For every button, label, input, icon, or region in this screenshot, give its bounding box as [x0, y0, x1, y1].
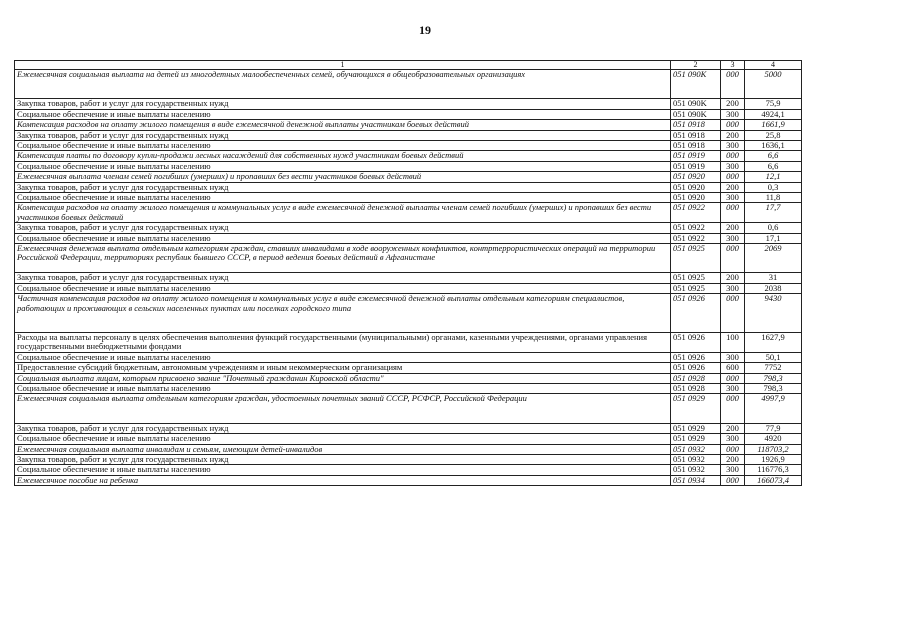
row-type-cell: 000	[721, 151, 745, 161]
row-sum-cell: 5000	[745, 70, 802, 99]
row-name-cell: Социальное обеспечение и иные выплаты населению	[15, 283, 671, 293]
table-row	[15, 233, 802, 243]
row-code-cell: 051 0929	[671, 394, 721, 423]
row-code-cell: 051 0926	[671, 352, 721, 362]
row-sum-cell: 9430	[745, 294, 802, 333]
table-row	[15, 283, 802, 293]
table-row	[15, 182, 802, 192]
row-code-cell: 051 0929	[671, 423, 721, 433]
row-sum-cell: 166073,4	[745, 475, 802, 485]
row-name-cell: Ежемесячная социальная выплата на детей из многодетных малообеспеченных семей, обучающихся в общеобразовательных организациях	[15, 70, 671, 99]
row-code-cell: 051 0934	[671, 475, 721, 485]
table-row	[15, 192, 802, 202]
row-name-cell: Ежемесячное пособие на ребенка	[15, 475, 671, 485]
row-type-cell: 000	[721, 373, 745, 383]
row-sum-cell: 17,1	[745, 233, 802, 243]
table-row	[15, 172, 802, 182]
table-row	[15, 140, 802, 150]
table-row	[15, 244, 802, 273]
row-type-cell: 600	[721, 363, 745, 373]
row-name-cell: Закупка товаров, работ и услуг для государственных нужд	[15, 423, 671, 433]
row-name-cell: Социальное обеспечение и иные выплаты населению	[15, 140, 671, 150]
row-type-cell: 200	[721, 182, 745, 192]
table-row	[15, 455, 802, 465]
row-type-cell: 300	[721, 352, 745, 362]
row-code-cell: 051 090K	[671, 109, 721, 119]
row-name-cell: Предоставление субсидий бюджетным, автономным учреждениям и иным некоммерческим организациям	[15, 363, 671, 373]
row-type-cell: 000	[721, 172, 745, 182]
row-code-cell: 051 0919	[671, 151, 721, 161]
row-name-cell: Социальное обеспечение и иные выплаты населению	[15, 465, 671, 475]
row-name-cell: Закупка товаров, работ и услуг для государственных нужд	[15, 455, 671, 465]
table-row	[15, 161, 802, 171]
row-name-cell: Социальное обеспечение и иные выплаты населению	[15, 352, 671, 362]
budget-table	[14, 60, 802, 486]
table-row	[15, 363, 802, 373]
row-name-cell: Социальная выплата лицам, которым присвоено звание "Почетный гражданин Кировской области"	[15, 373, 671, 383]
row-name-cell: Ежемесячная социальная выплата инвалидам и семьям, имеющим детей-инвалидов	[15, 444, 671, 454]
table-header-row	[15, 61, 802, 70]
row-name-cell: Социальное обеспечение и иные выплаты населению	[15, 161, 671, 171]
row-sum-cell: 50,1	[745, 352, 802, 362]
row-sum-cell: 0,6	[745, 223, 802, 233]
table-row	[15, 423, 802, 433]
table-row	[15, 109, 802, 119]
row-type-cell: 000	[721, 70, 745, 99]
row-type-cell: 200	[721, 273, 745, 283]
table-body	[15, 70, 802, 486]
row-code-cell: 051 0919	[671, 161, 721, 171]
table-row	[15, 273, 802, 283]
row-name-cell: Частичная компенсация расходов на оплату жилого помещения и коммунальных услуг в виде ежемесячной денежной выплаты отдельным категориям специалистов, работающих и проживающих в сельских населенных пунктах или поселках городского типа	[15, 294, 671, 333]
column-header-name: 1	[15, 61, 671, 70]
column-header-code: 2	[671, 61, 721, 70]
row-type-cell: 000	[721, 203, 745, 223]
row-sum-cell: 7752	[745, 363, 802, 373]
row-name-cell: Социальное обеспечение и иные выплаты населению	[15, 384, 671, 394]
row-sum-cell: 77,9	[745, 423, 802, 433]
row-type-cell: 300	[721, 384, 745, 394]
row-code-cell: 051 090K	[671, 99, 721, 109]
row-type-cell: 300	[721, 233, 745, 243]
row-sum-cell: 4920	[745, 434, 802, 444]
row-type-cell: 200	[721, 455, 745, 465]
table-row	[15, 203, 802, 223]
row-type-cell: 200	[721, 99, 745, 109]
row-sum-cell: 4997,9	[745, 394, 802, 423]
row-sum-cell: 2069	[745, 244, 802, 273]
table-row	[15, 120, 802, 130]
row-sum-cell: 798,3	[745, 384, 802, 394]
row-name-cell: Закупка товаров, работ и услуг для государственных нужд	[15, 273, 671, 283]
table-row	[15, 434, 802, 444]
row-code-cell: 051 0918	[671, 140, 721, 150]
table-row	[15, 373, 802, 383]
table-row	[15, 99, 802, 109]
row-type-cell: 000	[721, 394, 745, 423]
row-code-cell: 051 0920	[671, 172, 721, 182]
row-name-cell: Ежемесячная выплата членам семей погибших (умерших) и пропавших без вести участников боевых действий	[15, 172, 671, 182]
row-type-cell: 000	[721, 294, 745, 333]
row-type-cell: 300	[721, 465, 745, 475]
row-name-cell: Закупка товаров, работ и услуг для государственных нужд	[15, 130, 671, 140]
row-code-cell: 051 0926	[671, 332, 721, 352]
row-type-cell: 300	[721, 161, 745, 171]
row-code-cell: 051 0918	[671, 120, 721, 130]
row-type-cell: 300	[721, 434, 745, 444]
row-sum-cell: 25,8	[745, 130, 802, 140]
row-name-cell: Социальное обеспечение и иные выплаты населению	[15, 233, 671, 243]
table-row	[15, 444, 802, 454]
row-sum-cell: 75,9	[745, 99, 802, 109]
row-type-cell: 100	[721, 332, 745, 352]
row-type-cell: 000	[721, 475, 745, 485]
row-name-cell: Компенсация расходов на оплату жилого помещения и коммунальных услуг в виде ежемесячной денежной выплаты членам семей погибших (умерших) и пропавших без вести участников боевых действий	[15, 203, 671, 223]
row-code-cell: 051 0918	[671, 130, 721, 140]
row-code-cell: 051 0928	[671, 373, 721, 383]
row-type-cell: 200	[721, 130, 745, 140]
row-sum-cell: 1926,9	[745, 455, 802, 465]
column-header-sum: 4	[745, 61, 802, 70]
row-sum-cell: 1636,1	[745, 140, 802, 150]
row-name-cell: Закупка товаров, работ и услуг для государственных нужд	[15, 182, 671, 192]
row-code-cell: 051 0928	[671, 384, 721, 394]
row-type-cell: 200	[721, 423, 745, 433]
row-code-cell: 051 0926	[671, 363, 721, 373]
row-name-cell: Ежемесячная денежная выплата отдельным категориям граждан, ставших инвалидами в ходе вооруженных конфликтов, контртеррористических операций на территории Российской Федерации, территориях республик бывшего СССР, в период ведения боевых действий в Афганистане	[15, 244, 671, 273]
row-type-cell: 300	[721, 283, 745, 293]
row-sum-cell: 118703,2	[745, 444, 802, 454]
row-sum-cell: 6,6	[745, 161, 802, 171]
row-code-cell: 051 0925	[671, 273, 721, 283]
table-row	[15, 384, 802, 394]
table-row	[15, 332, 802, 352]
row-code-cell: 051 0922	[671, 233, 721, 243]
table-row	[15, 394, 802, 423]
row-code-cell: 051 0932	[671, 444, 721, 454]
row-type-cell: 200	[721, 223, 745, 233]
row-sum-cell: 4924,1	[745, 109, 802, 119]
table-row	[15, 475, 802, 485]
row-code-cell: 051 0920	[671, 192, 721, 202]
row-type-cell: 300	[721, 109, 745, 119]
row-sum-cell: 798,3	[745, 373, 802, 383]
table-row	[15, 223, 802, 233]
row-sum-cell: 12,1	[745, 172, 802, 182]
row-sum-cell: 17,7	[745, 203, 802, 223]
row-sum-cell: 116776,3	[745, 465, 802, 475]
row-name-cell: Расходы на выплаты персоналу в целях обеспечения выполнения функций государственными (муниципальными) органами, казенными учреждениями, органами управления государственными внебюджетными фондами	[15, 332, 671, 352]
row-type-cell: 000	[721, 444, 745, 454]
table-row	[15, 130, 802, 140]
row-sum-cell: 6,6	[745, 151, 802, 161]
row-name-cell: Компенсация расходов на оплату жилого помещения в виде ежемесячной денежной выплаты участникам боевых действий	[15, 120, 671, 130]
row-code-cell: 051 0922	[671, 223, 721, 233]
table-row	[15, 294, 802, 333]
row-type-cell: 000	[721, 120, 745, 130]
page-number: 19	[419, 23, 431, 37]
table-row	[15, 352, 802, 362]
row-code-cell: 051 0932	[671, 465, 721, 475]
row-code-cell: 051 0926	[671, 294, 721, 333]
row-code-cell: 051 090K	[671, 70, 721, 99]
row-code-cell: 051 0932	[671, 455, 721, 465]
row-code-cell: 051 0925	[671, 283, 721, 293]
row-type-cell: 300	[721, 192, 745, 202]
row-name-cell: Ежемесячная социальная выплата отдельным категориям граждан, удостоенных почетных званий СССР, РСФСР, Российской Федерации	[15, 394, 671, 423]
row-name-cell: Социальное обеспечение и иные выплаты населению	[15, 434, 671, 444]
row-name-cell: Компенсация платы по договору купли-продажи лесных насаждений для собственных нужд участникам боевых действий	[15, 151, 671, 161]
row-sum-cell: 1661,9	[745, 120, 802, 130]
row-name-cell: Закупка товаров, работ и услуг для государственных нужд	[15, 99, 671, 109]
row-sum-cell: 1627,9	[745, 332, 802, 352]
table-row	[15, 465, 802, 475]
row-sum-cell: 11,8	[745, 192, 802, 202]
row-sum-cell: 31	[745, 273, 802, 283]
table-row	[15, 70, 802, 99]
row-type-cell: 000	[721, 244, 745, 273]
row-code-cell: 051 0929	[671, 434, 721, 444]
row-code-cell: 051 0920	[671, 182, 721, 192]
row-sum-cell: 2038	[745, 283, 802, 293]
row-code-cell: 051 0925	[671, 244, 721, 273]
row-name-cell: Закупка товаров, работ и услуг для государственных нужд	[15, 223, 671, 233]
row-sum-cell: 0,3	[745, 182, 802, 192]
row-code-cell: 051 0922	[671, 203, 721, 223]
table-row	[15, 151, 802, 161]
column-header-type: 3	[721, 61, 745, 70]
row-name-cell: Социальное обеспечение и иные выплаты населению	[15, 192, 671, 202]
row-name-cell: Социальное обеспечение и иные выплаты населению	[15, 109, 671, 119]
row-type-cell: 300	[721, 140, 745, 150]
